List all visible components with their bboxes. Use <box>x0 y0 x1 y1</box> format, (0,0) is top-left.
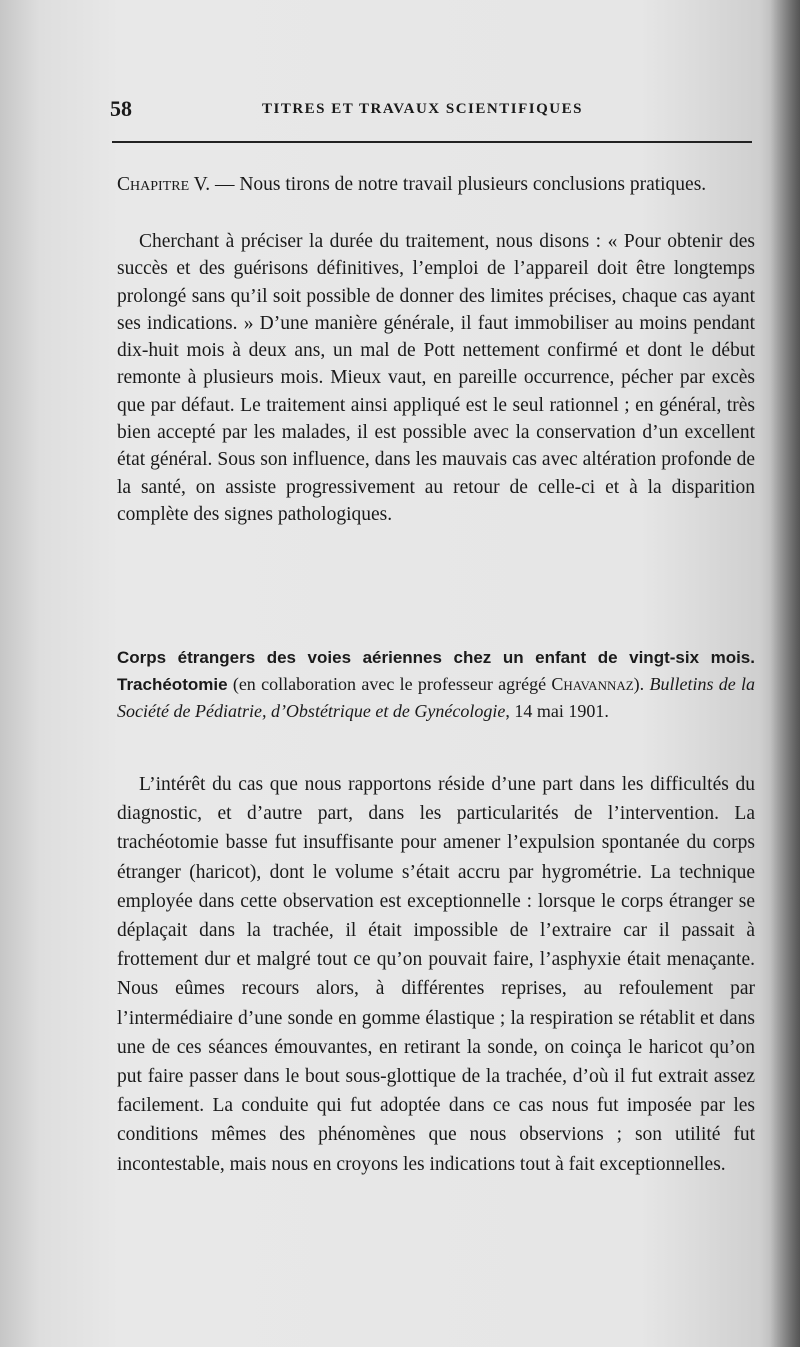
collab-prefix: (en collaboration avec le professeur agrégé <box>227 674 552 694</box>
treatment-paragraph: Cherchant à préciser la durée du traitement, nous disons : « Pour obtenir des succès et des guérisons définitives, l’emploi de l’appareil doit être longtemps prolongé sans qu’il soit possible de donner des limites précises, chaque cas ayant ses indications. » D’une manière générale, il faut immobiliser au moins pendant dix-huit mois à deux ans, un mal de Pott nettement confirmé et dont le début remonte à plusieurs mois. Mieux vaut, en pareille occurrence, pécher par excès que par défaut. Le traitement ainsi appliqué est le seul rationnel ; en général, très bien accepté par les malades, il est possible avec la conservation d’un excellent état général. Sous son influence, dans les mauvais cas avec altération profonde de la santé, on assiste progressivement au retour de celle-ci et à la disparition complète des signes pathologiques. <box>117 231 755 525</box>
publication-date: , 14 mai 1901. <box>505 701 609 721</box>
collab-suffix: ). <box>633 674 650 694</box>
running-title: TITRES ET TRAVAUX SCIENTIFIQUES <box>262 101 583 117</box>
chapter-label: Chapitre V. <box>117 174 211 195</box>
page-number: 58 <box>110 96 132 121</box>
journal-name: Bulletins de la Société de Pédiatrie, d’Obstétrique et de Gynécologie <box>117 674 755 721</box>
header-rule <box>112 141 752 143</box>
collab-name: Chavannaz <box>551 674 634 694</box>
chapter-text: — Nous tirons de notre travail plusieurs conclusions pratiques. <box>210 174 707 195</box>
article-title: Corps étrangers des voies aériennes chez un enfant de vingt-six mois. Trachéotomie <box>117 648 755 694</box>
chapter-summary <box>117 171 755 198</box>
page-header <box>110 96 750 126</box>
case-paragraph: L’intérêt du cas que nous rapportons réside d’une part dans les difficultés du diagnostic, et d’autre part, dans les particularités de l’intervention. La trachéotomie basse fut insuffisante pour amener l’expulsion spontanée du corps étranger (haricot), dont le volume s’était accru par hygrométrie. La technique employée dans cette observation est exceptionnelle : lorsque le corps étranger se déplaçait dans la trachée, il était impossible de l’extraire car il passait à frottement dur et malgré tout ce qu’on pouvait faire, l’asphyxie était menaçante. Nous eûmes recours alors, à différentes reprises, au refoulement par l’intermédiaire d’une sonde en gomme élastique ; la respiration se rétablit et dans une de ces séances émouvantes, en retirant la sonde, on coinça le haricot qu’on put faire passer dans le bout sous-glottique de la trachée, d’où il fut extrait assez facilement. La conduite qui fut adoptée dans ce cas nous fut imposée par les conditions mêmes des phénomènes que nous observions ; son utilité fut incontestable, mais nous en croyons les indications tout à fait exceptionnelles. <box>117 774 755 1175</box>
page-edge-shadow <box>770 0 800 1347</box>
article-heading <box>117 644 755 725</box>
